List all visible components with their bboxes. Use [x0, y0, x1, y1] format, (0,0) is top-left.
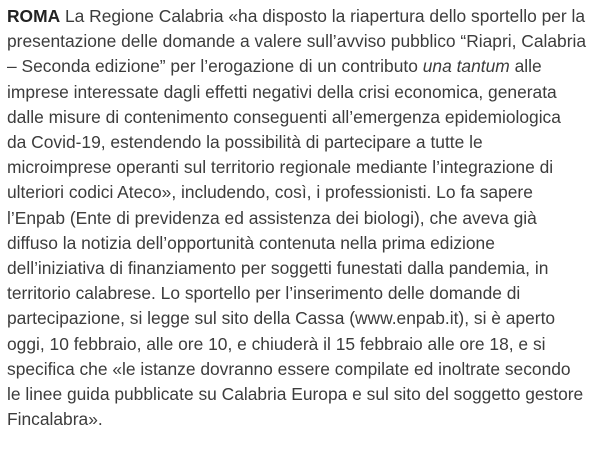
- paragraph-line: [7, 29, 613, 54]
- paragraph-line: [7, 332, 613, 357]
- text-segment: da Covid-19, estendendo la possibilità di partecipare a tutte le: [7, 132, 483, 153]
- article-paragraph: [7, 4, 613, 432]
- text-segment: dell’iniziativa di finanziamento per soggetti funestati dalla pandemia, in: [7, 258, 549, 279]
- text-segment: oggi, 10 febbraio, alle ore 10, e chiuderà il 15 febbraio alle ore 18, e si: [7, 333, 546, 354]
- paragraph-line: [7, 4, 613, 29]
- text-segment: diffuso la notizia dell’opportunità contenuta nella prima edizione: [7, 232, 495, 253]
- paragraph-line: [7, 130, 613, 155]
- text-segment: le linee guida pubblicate su Calabria Europa e sul sito del soggetto gestore: [7, 384, 584, 405]
- text-segment: territorio calabrese. Lo sportello per l’inserimento delle domande di: [7, 283, 521, 304]
- text-segment: specifica che «le istanze dovranno essere compilate ed inoltrate secondo: [7, 358, 571, 379]
- text-segment: partecipazione, si legge sul sito della Cassa (www.enpab.it), si è aperto: [7, 308, 556, 329]
- paragraph-line: [7, 281, 613, 306]
- text-segment: dalle misure di contenimento conseguenti all’emergenza epidemiologica: [7, 106, 561, 127]
- paragraph-line: [7, 80, 613, 105]
- paragraph-line: [7, 54, 613, 79]
- paragraph-line: [7, 407, 613, 432]
- paragraph-line: [7, 180, 613, 205]
- text-segment: microimprese operanti sul territorio regionale mediante l’integrazione di: [7, 157, 554, 178]
- text-segment: Fincalabra».: [7, 409, 103, 430]
- text-segment: l’Enpab (Ente di previdenza ed assistenza dei biologi), che aveva già: [7, 207, 537, 228]
- paragraph-line: [7, 256, 613, 281]
- text-segment: ulteriori codici Ateco», includendo, così, i professionisti. Lo fa sapere: [7, 182, 533, 203]
- paragraph-line: [7, 206, 613, 231]
- text-segment: presentazione delle domande a valere sull’avviso pubblico “Riapri, Calabria: [7, 31, 587, 52]
- text-segment: – Seconda edizione” per l’erogazione di un contributo: [7, 56, 423, 77]
- paragraph-line: [7, 155, 613, 180]
- paragraph-line: [7, 306, 613, 331]
- dateline: ROMA: [7, 6, 61, 26]
- paragraph-line: [7, 382, 613, 407]
- emphasized-text: una tantum: [422, 56, 510, 77]
- paragraph-line: [7, 105, 613, 130]
- text-segment: alle: [509, 56, 542, 77]
- paragraph-line: [7, 231, 613, 256]
- text-segment: imprese interessate dagli effetti negativi della crisi economica, generata: [7, 81, 557, 102]
- paragraph-line: [7, 357, 613, 382]
- text-segment: La Regione Calabria «ha disposto la riapertura dello sportello per la: [60, 6, 586, 26]
